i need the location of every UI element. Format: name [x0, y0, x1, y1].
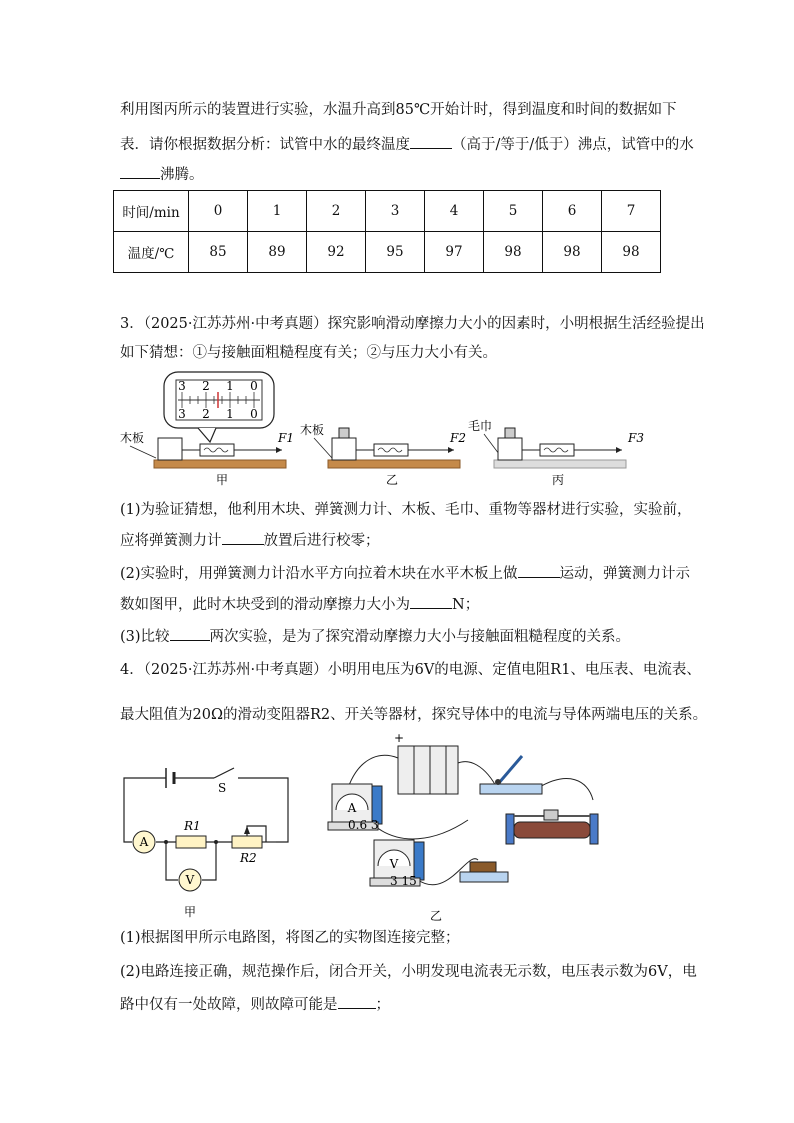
- voltmeter-terminals: 3 15: [390, 874, 417, 888]
- q3-p2-a: (2)实验时，用弹簧测力计沿水平方向拉着木块在水平木板上做: [120, 566, 518, 582]
- q4-blank-1[interactable]: [338, 994, 376, 1009]
- circuit-diagram: [118, 752, 298, 922]
- ammeter-device: [328, 784, 382, 832]
- friction-experiment-figure: [118, 370, 644, 488]
- force-label-f3: F3: [628, 431, 644, 445]
- switch-device: [480, 756, 542, 794]
- setup-yi: [300, 422, 466, 487]
- q2-line3-part: 沸腾。: [160, 167, 204, 183]
- ammeter-terminals: 0.6 3: [348, 818, 379, 832]
- ammeter-device-label: A: [347, 801, 357, 815]
- q3-text-line1: 3．（2025·江苏苏州·中考真题）探究影响滑动摩擦力大小的因素时，小明根据生活经验提出: [120, 316, 705, 332]
- fixed-resistor-device: [460, 862, 508, 882]
- caption-yi: 乙: [386, 473, 399, 487]
- q3-part2-line1: [120, 563, 690, 584]
- q2-text-line2: [120, 134, 694, 155]
- q2-text-line3: [120, 164, 204, 185]
- q2-line2-part1: 表．请你根据数据分析：试管中水的最终温度: [120, 137, 410, 153]
- battery-pack: [394, 731, 458, 794]
- ammeter-label: A: [139, 835, 149, 849]
- table-cell: 92: [307, 232, 366, 273]
- q4-part1: (1)根据图甲所示电路图，将图乙的实物图连接完整；: [120, 930, 460, 946]
- q2-blank-2[interactable]: [120, 164, 160, 179]
- table-cell: 89: [248, 232, 307, 273]
- table-cell: 6: [543, 191, 602, 232]
- surface-label-jia: 木板: [120, 431, 145, 445]
- q3-p2-c: 数如图甲，此时木块受到的滑动摩擦力大小为: [120, 597, 410, 613]
- q4-text-line1: 4．（2025·江苏苏州·中考真题）小明用电压为6V的电源、定值电阻R1、电压表、电流表、: [120, 662, 701, 678]
- scale-num: 1: [226, 379, 234, 393]
- data-table: [113, 190, 661, 273]
- rheostat-r2: [232, 836, 262, 848]
- q2-blank-1[interactable]: [410, 134, 452, 149]
- table-cell: 98: [484, 232, 543, 273]
- q3-text-line2: 如下猜想：①与接触面粗糙程度有关；②与压力大小有关。: [120, 345, 497, 361]
- q4-p2-a: 路中仅有一处故障，则故障可能是: [120, 997, 338, 1013]
- table-header-time: 时间/min: [114, 191, 189, 232]
- q3-blank-2[interactable]: [518, 563, 560, 578]
- force-label-f2: F2: [450, 431, 466, 445]
- table-cell: 98: [543, 232, 602, 273]
- rheostat-device: [506, 810, 598, 844]
- q4-p2-b: ；: [375, 997, 390, 1013]
- table-cell: 97: [425, 232, 484, 273]
- q3-part2-line2: [120, 594, 479, 615]
- q3-p1-b: 放置后进行校零；: [263, 533, 380, 549]
- table-cell: 3: [366, 191, 425, 232]
- battery-plus-label: +: [394, 731, 405, 745]
- setup-bing: [468, 418, 644, 487]
- q3-blank-4[interactable]: [170, 626, 210, 641]
- table-header-temp: 温度/℃: [114, 232, 189, 273]
- scale-num: 0: [250, 407, 258, 421]
- q3-p3-a: (3)比较: [120, 629, 170, 645]
- apparatus-figure: [318, 730, 618, 924]
- q3-p2-d: N；: [452, 597, 480, 613]
- surface-label-yi: 木板: [300, 423, 325, 437]
- surface-label-bing: 毛巾: [468, 419, 493, 433]
- caption-bing: 丙: [552, 473, 565, 487]
- q3-part1-line2: [120, 530, 380, 551]
- resistor-r1: [176, 836, 206, 848]
- table-cell: 95: [366, 232, 425, 273]
- voltmeter-device: [370, 840, 424, 888]
- r2-label: R2: [240, 851, 257, 865]
- q3-p2-b: 运动，弹簧测力计示: [559, 566, 691, 582]
- spring-scale-zoom-callout: [164, 372, 274, 442]
- scale-num: 0: [250, 379, 258, 393]
- r1-label: R1: [184, 819, 201, 833]
- q3-p3-b: 两次实验，是为了探究滑动摩擦力大小与接触面粗糙程度的关系。: [209, 629, 631, 645]
- table-cell: 5: [484, 191, 543, 232]
- table-cell: 4: [425, 191, 484, 232]
- q2-text-line1: 利用图丙所示的装置进行实验，水温升高到85℃开始计时，得到温度和时间的数据如下: [120, 102, 677, 118]
- table-row: [114, 232, 661, 273]
- scale-num: 1: [226, 407, 234, 421]
- q3-part1-line1: (1)为验证猜想，他利用木块、弹簧测力计、木板、毛巾、重物等器材进行实验，实验前，: [120, 502, 692, 518]
- table-cell: 0: [189, 191, 248, 232]
- q4-part2-line1: (2)电路连接正确，规范操作后，闭合开关，小明发现电流表无示数，电压表示数为6V，电: [120, 964, 697, 980]
- scale-num: 3: [178, 407, 186, 421]
- q3-blank-1[interactable]: [222, 530, 264, 545]
- q3-part3: [120, 626, 630, 647]
- q2-line2-part2: （高于/等于/低于）沸点，试管中的水: [452, 137, 694, 153]
- caption-apparatus-yi: 乙: [430, 909, 443, 923]
- force-label-f1: F1: [278, 431, 294, 445]
- q4-text-line2: 最大阻值为20Ω的滑动变阻器R2、开关等器材，探究导体中的电流与导体两端电压的关系。: [120, 707, 708, 723]
- table-cell: 98: [602, 232, 661, 273]
- table-cell: 7: [602, 191, 661, 232]
- table-row: [114, 191, 661, 232]
- table-cell: 85: [189, 232, 248, 273]
- q3-blank-3[interactable]: [410, 594, 452, 609]
- q4-part2-line2: [120, 994, 390, 1015]
- caption-circuit-jia: 甲: [184, 905, 197, 919]
- switch-label: S: [218, 781, 227, 795]
- caption-jia: 甲: [216, 473, 229, 487]
- q3-p1-a: 应将弹簧测力计: [120, 533, 222, 549]
- scale-num: 2: [202, 407, 210, 421]
- scale-num: 3: [178, 379, 186, 393]
- voltmeter-label: V: [185, 873, 195, 887]
- scale-num: 2: [202, 379, 210, 393]
- table-cell: 2: [307, 191, 366, 232]
- voltmeter-device-label: V: [389, 857, 399, 871]
- table-cell: 1: [248, 191, 307, 232]
